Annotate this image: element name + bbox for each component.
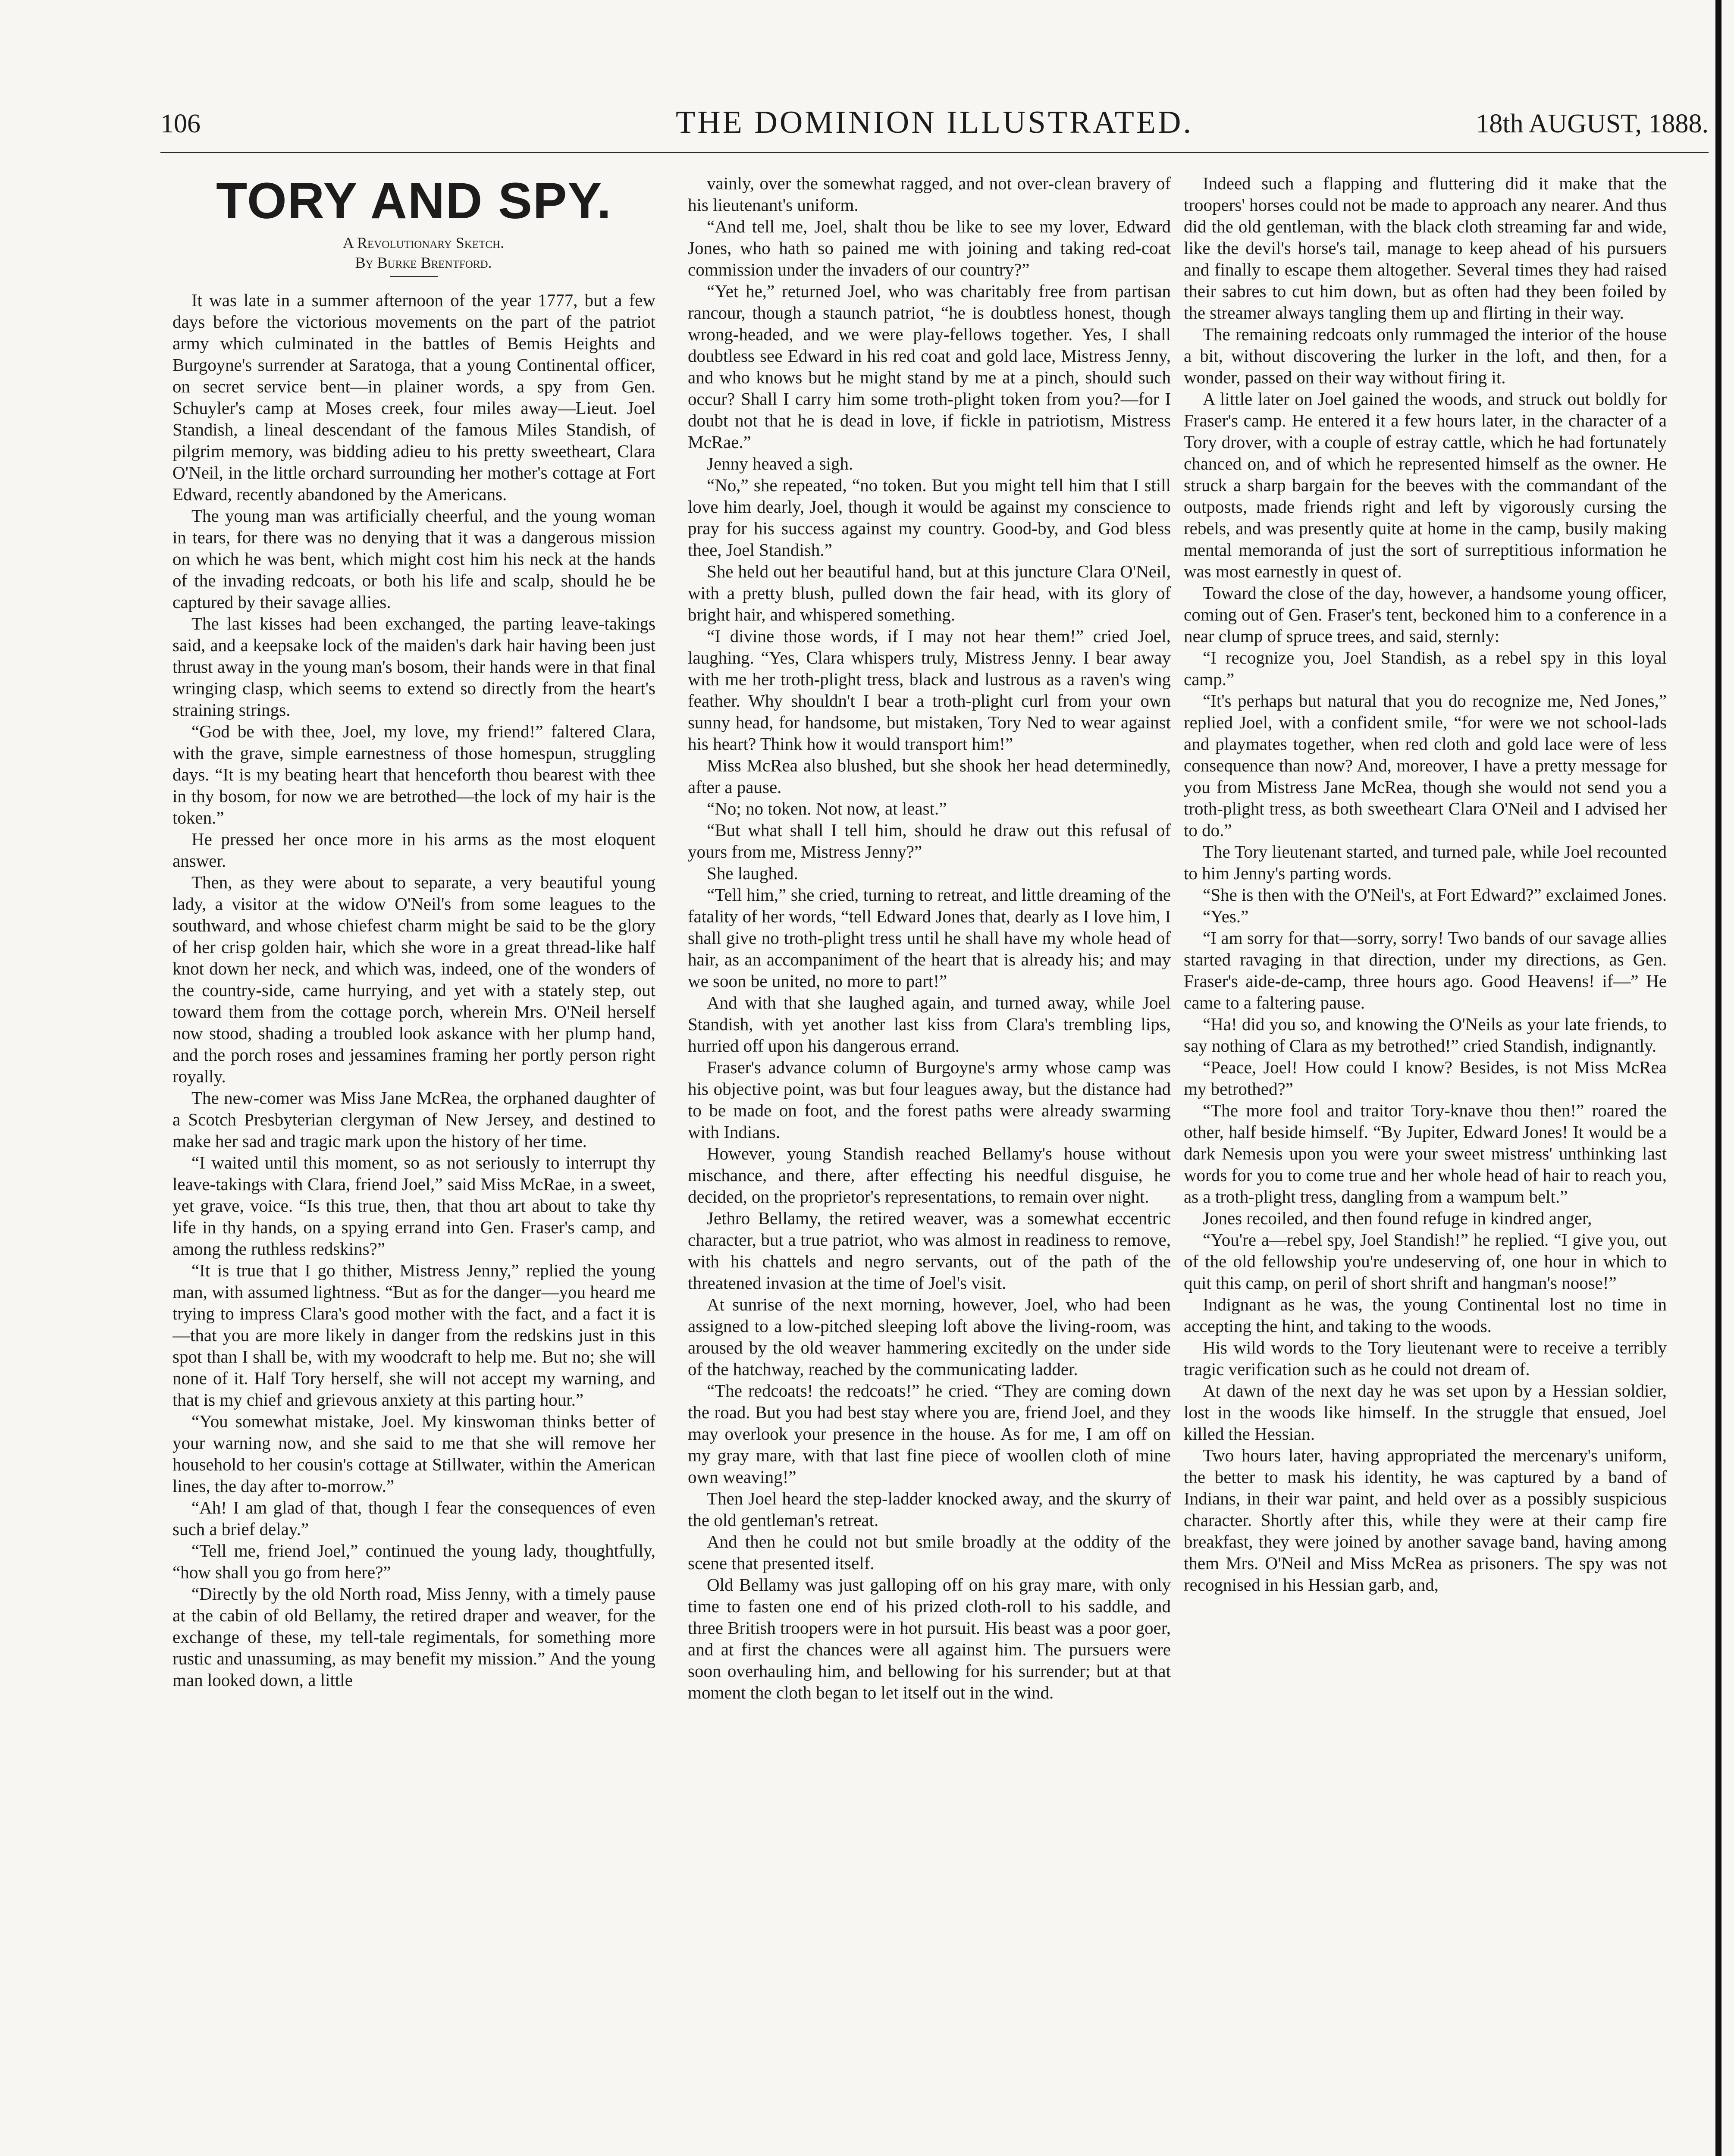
paragraph: It was late in a summer afternoon of the year 1777, but a few days before the victorious movements on the part of the patriot army which culminated in the battles of Bemis Heights and Burgoyne's surrender at Saratoga, that a young Continental officer, on secret service bent—in plainer words, a spy from Gen. Schuyler's camp at Moses creek, four miles away—Lieut. Joel Standish, a lineal descendant of the famous Miles Standish, of pilgrim memory, was bidding adieu to his pretty sweetheart, Clara O'Neil, in the little orchard surrounding her mother's cottage at Fort Edward, recently abandoned by the Americans. xyxy=(172,290,655,504)
paragraph: She held out her beautiful hand, but at this juncture Clara O'Neil, with a pretty blush, pulled down the fair head, with its glory of bright hair, and whispered something. xyxy=(688,561,1171,624)
paragraph: She laughed. xyxy=(707,863,798,883)
story-title: TORY AND SPY. xyxy=(216,172,612,229)
paragraph: He pressed her once more in his arms as the most eloquent answer. xyxy=(172,829,655,871)
paragraph: “I recognize you, Joel Standish, as a rebel spy in this loyal camp.” xyxy=(1184,648,1667,689)
paragraph: The last kisses had been exchanged, the parting leave-takings said, and a keepsake lock of the maiden's dark hair having been just thrust away in the young man's bosom, their hands were in that final wringing clasp, which seems to extend so directly from the heart's straining strings. xyxy=(172,614,655,720)
text-column-3 xyxy=(1184,172,1667,2156)
page-number: 106 xyxy=(160,109,201,138)
paragraph: Old Bellamy was just galloping off on his gray mare, with only time to fasten one end of his prized cloth-roll to his saddle, and three British troopers were in hot pursuit. His beast was a poor goer, and at first the chances were all against him. The pursuers were soon overhauling him, and bellowing for his surrender; but at that moment the cloth began to let itself out in the wind. xyxy=(688,1575,1171,1702)
paragraph: The young man was artificially cheerful, and the young woman in tears, for there was no denying that it was a dangerous mission on which he was bent, which might cost him his neck at the hands of the invading redcoats, or both his life and scalp, should he be captured by their savage allies. xyxy=(172,506,655,612)
paragraph: “I divine those words, if I may not hear them!” cried Joel, laughing. “Yes, Clara whispers truly, Mistress Jenny. I bear away with me her troth-plight tress, black and lustrous as a raven's wing feather. Why shouldn't I bear a troth-plight curl from your own sunny head, for handsome, but mistaken, Tory Ned to wear against his heart? Think how it would transport him!” xyxy=(688,626,1171,754)
paragraph: Then, as they were about to separate, a very beautiful young lady, a visitor at the widow O'Neil's from some leagues to the southward, and whose chiefest charm might be said to be the glory of her crisp golden hair, which she wore in a great thread-like half knot down her neck, and which was, indeed, one of the wonders of the country-side, came hurrying, and yet with a stately step, out toward them from the cottage porch, wherein Mrs. O'Neil herself now stood, shading a troubled look askance with her plump hand, and the porch roses and jessamines framing her portly person right royally. xyxy=(172,872,655,1086)
paragraph: “No; no token. Not now, at least.” xyxy=(707,799,947,818)
paragraph: “Tell him,” she cried, turning to retreat, and little dreaming of the fatality of her words, “tell Edward Jones that, dearly as I love him, I shall give no troth-plight tress until he shall have my whole head of hair, as an accompaniment of the heart that is already his; and may we soon be united, no more to part!” xyxy=(688,885,1171,991)
paragraph: “I am sorry for that—sorry, sorry! Two bands of our savage allies started ravaging in that direction, under my directions, as Gen. Fraser's aide-de-camp, three hours ago. Good Heavens! if—” He came to a faltering pause. xyxy=(1184,928,1667,1012)
paragraph: “Tell me, friend Joel,” continued the young lady, thoughtfully, “how shall you go from here?” xyxy=(172,1541,655,1582)
paragraph: Indeed such a flapping and fluttering did it make that the troopers' horses could not be made to approach any nearer. And thus did the old gentleman, with the black cloth streaming far and wide, like the devil's horse's tail, manage to keep ahead of his pursuers and finally to escape them altogether. Several times they had raised their sabres to cut him down, but as often had they been foiled by the streamer always tangling them up and flirting in their way. xyxy=(1184,173,1667,323)
paragraph: Jenny heaved a sigh. xyxy=(707,454,853,473)
paragraph: Indignant as he was, the young Continental lost no time in accepting the hint, and taking to the woods. xyxy=(1184,1294,1667,1336)
paragraph: At dawn of the next day he was set upon by a Hessian soldier, lost in the woods like himself. In the struggle that ensued, Joel killed the Hessian. xyxy=(1184,1381,1667,1444)
header-rule xyxy=(160,152,1709,153)
paragraph: At sunrise of the next morning, however, Joel, who had been assigned to a low-pitched sleeping loft above the living-room, was aroused by the old weaver hammering excitedly on the under side of the hatchway, reached by the communicating ladder. xyxy=(688,1294,1171,1379)
paragraph: “But what shall I tell him, should he draw out this refusal of yours from me, Mistress Jenny?” xyxy=(688,820,1171,862)
paragraph: Miss McRea also blushed, but she shook her head determinedly, after a pause. xyxy=(688,755,1171,797)
paragraph: “I waited until this moment, so as not seriously to interrupt thy leave-takings with Clara, friend Joel,” said Miss McRae, in a sweet, yet grave, voice. “Is this true, then, that thou art about to take thy life in thy hands, on a spying errand into Gen. Fraser's camp, and among the ruthless redskins?” xyxy=(172,1153,655,1259)
text-column-2 xyxy=(688,172,1171,2156)
story-byline: By Burke Brentford. xyxy=(355,254,492,271)
paragraph: The Tory lieutenant started, and turned pale, while Joel recounted to him Jenny's parting words. xyxy=(1184,842,1667,883)
paragraph: “Ha! did you so, and knowing the O'Neils as your late friends, to say nothing of Clara as my betrothed!” cried Standish, indignantly. xyxy=(1184,1014,1667,1056)
paragraph: “The more fool and traitor Tory-knave thou then!” roared the other, half beside himself. “By Jupiter, Edward Jones! It would be a dark Nemesis upon you were your sweet mistress' unthinking last words for you to come true and her whole head of hair to reach you, as a troth-plight tress, dangling from a wampum belt.” xyxy=(1184,1100,1667,1206)
paragraph: “God be with thee, Joel, my love, my friend!” faltered Clara, with the grave, simple earnestness of those homespun, struggling days. “It is my beating heart that henceforth thou bearest with thee in thy bosom, for now we are betrothed—the lock of my hair is the token.” xyxy=(172,721,655,827)
page-edge-binding xyxy=(1715,0,1721,2156)
paragraph: “Peace, Joel! How could I know? Besides, is not Miss McRea my betrothed?” xyxy=(1184,1057,1667,1099)
paragraph: “It is true that I go thither, Mistress Jenny,” replied the young man, with assumed lightness. “But as for the danger—you heard me trying to impress Clara's good mother with the fact, and a fact it is—that you are more likely in danger from the redskins just in this spot than I shall be, with my woodcraft to help me. But no; she will none of it. Half Tory herself, she will not accept my warning, and that is my chief and grievous anxiety at this parting hour.” xyxy=(172,1260,655,1410)
paragraph: “You somewhat mistake, Joel. My kinswoman thinks better of your warning now, and she said to me that she will remove her household to her cousin's cottage at Stillwater, within the American lines, the day after to-morrow.” xyxy=(172,1411,655,1496)
paragraph: Toward the close of the day, however, a handsome young officer, coming out of Gen. Fraser's tent, beckoned him to a conference in a near clump of spruce trees, and said, sternly: xyxy=(1184,583,1667,646)
paragraph: Then Joel heard the step-ladder knocked away, and the skurry of the old gentleman's retreat. xyxy=(688,1489,1171,1530)
paragraph: Two hours later, having appropriated the mercenary's uniform, the better to mask his identity, he was captured by a band of Indians, in their war paint, and held over as a possibly suspicious character. Shortly after this, while they were at their camp fire breakfast, they were joined by another savage band, having among them Mrs. O'Neil and Miss McRea as prisoners. The spy was not recognised in his Hessian garb, and, xyxy=(1184,1445,1667,1595)
paragraph: “The redcoats! the redcoats!” he cried. “They are coming down the road. But you had best stay where you are, friend Joel, and they may overlook your presence in the house. As for me, I am off on my gray mare, with that last fine piece of woollen cloth of mine own weaving!” xyxy=(688,1381,1171,1487)
paragraph: “It's perhaps but natural that you do recognize me, Ned Jones,” replied Joel, with a confident smile, “for were we not school-lads and playmates together, when red cloth and gold lace were of less consequence than now? And, moreover, I have a pretty message for you from Mistress Jane McRea, though she would not send you a troth-plight tress, as both sweetheart Clara O'Neil and I advised her to do.” xyxy=(1184,691,1667,840)
paragraph: “Ah! I am glad of that, though I fear the consequences of even such a brief delay.” xyxy=(172,1498,655,1539)
publication-title: THE DOMINION ILLUSTRATED. xyxy=(676,105,1193,140)
paragraph: “She is then with the O'Neil's, at Fort Edward?” exclaimed Jones. xyxy=(1203,885,1667,905)
paragraph: “You're a—rebel spy, Joel Standish!” he replied. “I give you, out of the old fellowship you're undeserving of, one hour in which to quit this camp, on peril of short shrift and hangman's noose!” xyxy=(1184,1230,1667,1293)
issue-date: 18th AUGUST, 1888. xyxy=(1476,109,1709,138)
text-column-1 xyxy=(172,172,655,2156)
paragraph: Jones recoiled, and then found refuge in kindred anger, xyxy=(1203,1208,1592,1228)
paragraph: The new-comer was Miss Jane McRea, the orphaned daughter of a Scotch Presbyterian clergyman of New Jersey, and destined to make her sad and tragic mark upon the history of her time. xyxy=(172,1088,655,1151)
paragraph: His wild words to the Tory lieutenant were to receive a terribly tragic verification such as he could not dream of. xyxy=(1184,1338,1667,1379)
paragraph: The remaining redcoats only rummaged the interior of the house a bit, without discovering the lurker in the loft, and then, for a wonder, passed on their way without firing it. xyxy=(1184,324,1667,387)
paragraph: “Yes.” xyxy=(1203,906,1249,926)
paragraph: And then he could not but smile broadly at the oddity of the scene that presented itself. xyxy=(688,1532,1171,1573)
story-subtitle: A Revolutionary Sketch. xyxy=(342,234,505,251)
paragraph: vainly, over the somewhat ragged, and not over-clean bravery of his lieutenant's uniform. xyxy=(688,173,1171,215)
paragraph: “No,” she repeated, “no token. But you might tell him that I still love him dearly, Joel, though it would be against my conscience to pray for his success against my country. Good-by, and God bless thee, Joel Standish.” xyxy=(688,475,1171,560)
paragraph: Jethro Bellamy, the retired weaver, was a somewhat eccentric character, but a true patriot, who was almost in readiness to remove, with his chattels and negro servants, out of the path of the threatened invasion at the time of Joel's visit. xyxy=(688,1208,1171,1293)
paragraph: However, young Standish reached Bellamy's house without mischance, and there, after effecting his needful disguise, he decided, on the proprietor's representations, to remain over night. xyxy=(688,1144,1171,1206)
paragraph: Fraser's advance column of Burgoyne's army whose camp was his objective point, was but four leagues away, but the distance had to be made on foot, and the forest paths were already swarming with Indians. xyxy=(688,1057,1171,1142)
paragraph: “Directly by the old North road, Miss Jenny, with a timely pause at the cabin of old Bellamy, the retired draper and weaver, for the exchange of these, my tell-tale regimentals, for something more rustic and unassuming, as may benefit my mission.” And the young man looked down, a little xyxy=(172,1584,655,1690)
paragraph: “And tell me, Joel, shalt thou be like to see my lover, Edward Jones, who hath so pained me with joining and taking red-coat commission under the invaders of our country?” xyxy=(688,216,1171,279)
page-header xyxy=(160,100,1709,152)
paragraph: And with that she laughed again, and turned away, while Joel Standish, with yet another last kiss from Clara's trembling lips, hurried off upon his dangerous errand. xyxy=(688,993,1171,1056)
paragraph: “Yet he,” returned Joel, who was charitably free from partisan rancour, though a staunch patriot, “he is doubtless honest, though wrong-headed, and we were play-fellows together. Yes, I shall doubtless see Edward in his red coat and gold lace, Mistress Jenny, and who knows but he might stand by me at a pinch, should such occur? Shall I carry him some troth-plight token from you?—for I doubt not that he is dead in love, if fickle in patriotism, Mistress McRae.” xyxy=(688,281,1171,452)
byline-rule xyxy=(390,276,438,277)
paragraph: A little later on Joel gained the woods, and struck out boldly for Fraser's camp. He entered it a few hours later, in the character of a Tory drover, with a couple of estray cattle, which he had fortunately chanced on, and of which he represented himself as the owner. He struck a sharp bargain for the beeves with the commandant of the outposts, made friends right and left by vigorously cursing the rebels, and was presently quite at home in the camp, busily making mental memoranda of just the sort of surreptitious information he was most earnestly in quest of. xyxy=(1184,389,1667,581)
